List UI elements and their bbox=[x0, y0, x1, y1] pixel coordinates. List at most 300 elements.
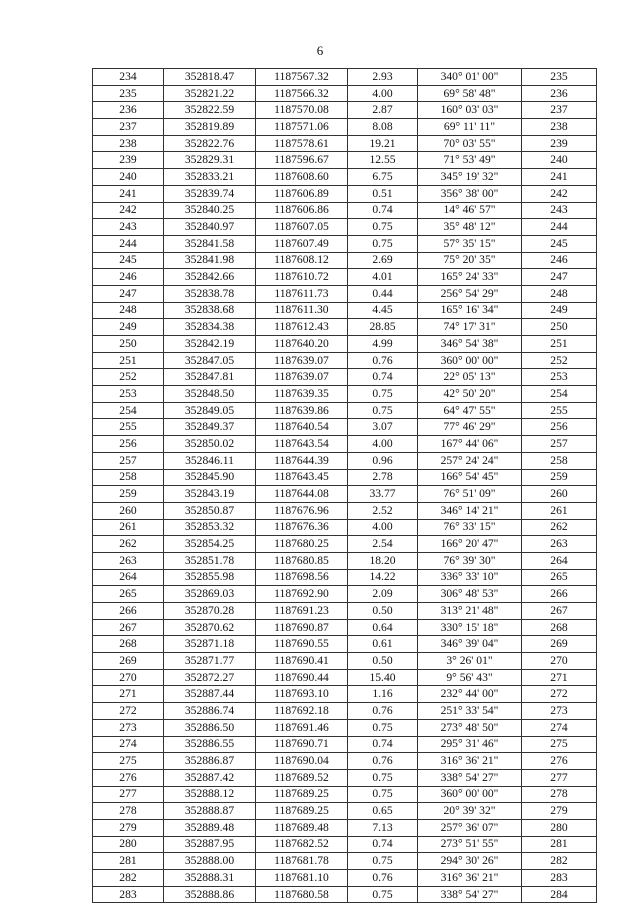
bearing-cell: 42° 50' 20" bbox=[418, 386, 522, 403]
x-coordinate-cell: 352887.44 bbox=[164, 686, 256, 703]
distance-cell: 4.00 bbox=[348, 436, 418, 453]
table-row bbox=[93, 736, 597, 753]
point-number-cell: 283 bbox=[93, 886, 164, 903]
next-point-cell: 248 bbox=[522, 285, 597, 302]
distance-cell: 2.52 bbox=[348, 502, 418, 519]
bearing-cell: 273° 51' 55" bbox=[418, 836, 522, 853]
next-point-cell: 249 bbox=[522, 302, 597, 319]
distance-cell: 2.69 bbox=[348, 252, 418, 269]
bearing-cell: 70° 03' 55" bbox=[418, 135, 522, 152]
point-number-cell: 241 bbox=[93, 185, 164, 202]
bearing-cell: 165° 24' 33" bbox=[418, 269, 522, 286]
point-number-cell: 258 bbox=[93, 469, 164, 486]
table-row bbox=[93, 386, 597, 403]
point-number-cell: 259 bbox=[93, 486, 164, 503]
coordinates-table bbox=[92, 68, 597, 903]
next-point-cell: 240 bbox=[522, 152, 597, 169]
x-coordinate-cell: 352847.05 bbox=[164, 352, 256, 369]
point-number-cell: 273 bbox=[93, 719, 164, 736]
table-row bbox=[93, 319, 597, 336]
point-number-cell: 248 bbox=[93, 302, 164, 319]
table-row bbox=[93, 285, 597, 302]
y-coordinate-cell: 1187676.36 bbox=[256, 519, 348, 536]
y-coordinate-cell: 1187640.20 bbox=[256, 336, 348, 353]
y-coordinate-cell: 1187689.48 bbox=[256, 819, 348, 836]
bearing-cell: 257° 36' 07" bbox=[418, 819, 522, 836]
point-number-cell: 272 bbox=[93, 703, 164, 720]
table-row bbox=[93, 202, 597, 219]
y-coordinate-cell: 1187692.18 bbox=[256, 703, 348, 720]
bearing-cell: 76° 51' 09" bbox=[418, 486, 522, 503]
distance-cell: 0.75 bbox=[348, 769, 418, 786]
x-coordinate-cell: 352842.66 bbox=[164, 269, 256, 286]
x-coordinate-cell: 352840.97 bbox=[164, 219, 256, 236]
distance-cell: 0.76 bbox=[348, 703, 418, 720]
x-coordinate-cell: 352888.00 bbox=[164, 853, 256, 870]
point-number-cell: 237 bbox=[93, 119, 164, 136]
y-coordinate-cell: 1187639.86 bbox=[256, 402, 348, 419]
next-point-cell: 273 bbox=[522, 703, 597, 720]
point-number-cell: 256 bbox=[93, 436, 164, 453]
next-point-cell: 276 bbox=[522, 753, 597, 770]
bearing-cell: 74° 17' 31" bbox=[418, 319, 522, 336]
page-number: 6 bbox=[316, 43, 324, 58]
point-number-cell: 238 bbox=[93, 135, 164, 152]
table-row bbox=[93, 119, 597, 136]
next-point-cell: 246 bbox=[522, 252, 597, 269]
next-point-cell: 255 bbox=[522, 402, 597, 419]
distance-cell: 1.16 bbox=[348, 686, 418, 703]
bearing-cell: 166° 20' 47" bbox=[418, 536, 522, 553]
bearing-cell: 313° 21' 48" bbox=[418, 603, 522, 620]
x-coordinate-cell: 352871.18 bbox=[164, 636, 256, 653]
distance-cell: 3.07 bbox=[348, 419, 418, 436]
bearing-cell: 257° 24' 24" bbox=[418, 452, 522, 469]
point-number-cell: 240 bbox=[93, 169, 164, 186]
x-coordinate-cell: 352887.42 bbox=[164, 769, 256, 786]
y-coordinate-cell: 1187611.73 bbox=[256, 285, 348, 302]
next-point-cell: 259 bbox=[522, 469, 597, 486]
table-row bbox=[93, 669, 597, 686]
y-coordinate-cell: 1187644.39 bbox=[256, 452, 348, 469]
bearing-cell: 166° 54' 45" bbox=[418, 469, 522, 486]
y-coordinate-cell: 1187690.41 bbox=[256, 653, 348, 670]
y-coordinate-cell: 1187681.10 bbox=[256, 870, 348, 887]
x-coordinate-cell: 352841.98 bbox=[164, 252, 256, 269]
next-point-cell: 254 bbox=[522, 386, 597, 403]
point-number-cell: 282 bbox=[93, 870, 164, 887]
table-row bbox=[93, 302, 597, 319]
table-row bbox=[93, 519, 597, 536]
point-number-cell: 279 bbox=[93, 819, 164, 836]
next-point-cell: 241 bbox=[522, 169, 597, 186]
table-row bbox=[93, 269, 597, 286]
next-point-cell: 278 bbox=[522, 786, 597, 803]
x-coordinate-cell: 352848.50 bbox=[164, 386, 256, 403]
point-number-cell: 253 bbox=[93, 386, 164, 403]
bearing-cell: 160° 03' 03" bbox=[418, 102, 522, 119]
point-number-cell: 275 bbox=[93, 753, 164, 770]
table-row bbox=[93, 886, 597, 903]
next-point-cell: 244 bbox=[522, 219, 597, 236]
bearing-cell: 294° 30' 26" bbox=[418, 853, 522, 870]
table-row bbox=[93, 636, 597, 653]
y-coordinate-cell: 1187567.32 bbox=[256, 69, 348, 86]
x-coordinate-cell: 352847.81 bbox=[164, 369, 256, 386]
bearing-cell: 360° 00' 00" bbox=[418, 352, 522, 369]
point-number-cell: 261 bbox=[93, 519, 164, 536]
distance-cell: 0.74 bbox=[348, 836, 418, 853]
point-number-cell: 262 bbox=[93, 536, 164, 553]
point-number-cell: 246 bbox=[93, 269, 164, 286]
table-row bbox=[93, 552, 597, 569]
distance-cell: 14.22 bbox=[348, 569, 418, 586]
table-row bbox=[93, 419, 597, 436]
table-row bbox=[93, 252, 597, 269]
x-coordinate-cell: 352853.32 bbox=[164, 519, 256, 536]
next-point-cell: 279 bbox=[522, 803, 597, 820]
point-number-cell: 257 bbox=[93, 452, 164, 469]
distance-cell: 2.93 bbox=[348, 69, 418, 86]
x-coordinate-cell: 352888.87 bbox=[164, 803, 256, 820]
x-coordinate-cell: 352840.25 bbox=[164, 202, 256, 219]
y-coordinate-cell: 1187643.54 bbox=[256, 436, 348, 453]
point-number-cell: 244 bbox=[93, 235, 164, 252]
y-coordinate-cell: 1187644.08 bbox=[256, 486, 348, 503]
point-number-cell: 243 bbox=[93, 219, 164, 236]
y-coordinate-cell: 1187640.54 bbox=[256, 419, 348, 436]
x-coordinate-cell: 352850.02 bbox=[164, 436, 256, 453]
y-coordinate-cell: 1187691.23 bbox=[256, 603, 348, 620]
x-coordinate-cell: 352838.68 bbox=[164, 302, 256, 319]
y-coordinate-cell: 1187610.72 bbox=[256, 269, 348, 286]
next-point-cell: 272 bbox=[522, 686, 597, 703]
table-row bbox=[93, 85, 597, 102]
next-point-cell: 275 bbox=[522, 736, 597, 753]
y-coordinate-cell: 1187612.43 bbox=[256, 319, 348, 336]
next-point-cell: 280 bbox=[522, 819, 597, 836]
y-coordinate-cell: 1187606.89 bbox=[256, 185, 348, 202]
x-coordinate-cell: 352854.25 bbox=[164, 536, 256, 553]
point-number-cell: 268 bbox=[93, 636, 164, 653]
point-number-cell: 260 bbox=[93, 502, 164, 519]
y-coordinate-cell: 1187689.25 bbox=[256, 786, 348, 803]
distance-cell: 0.74 bbox=[348, 736, 418, 753]
bearing-cell: 346° 14' 21" bbox=[418, 502, 522, 519]
table-row bbox=[93, 536, 597, 553]
x-coordinate-cell: 352822.59 bbox=[164, 102, 256, 119]
next-point-cell: 253 bbox=[522, 369, 597, 386]
table-row bbox=[93, 402, 597, 419]
bearing-cell: 76° 33' 15" bbox=[418, 519, 522, 536]
y-coordinate-cell: 1187690.71 bbox=[256, 736, 348, 753]
next-point-cell: 265 bbox=[522, 569, 597, 586]
point-number-cell: 263 bbox=[93, 552, 164, 569]
table-row bbox=[93, 569, 597, 586]
bearing-cell: 330° 15' 18" bbox=[418, 619, 522, 636]
next-point-cell: 250 bbox=[522, 319, 597, 336]
y-coordinate-cell: 1187680.25 bbox=[256, 536, 348, 553]
next-point-cell: 269 bbox=[522, 636, 597, 653]
table-row bbox=[93, 502, 597, 519]
distance-cell: 0.74 bbox=[348, 369, 418, 386]
x-coordinate-cell: 352822.76 bbox=[164, 135, 256, 152]
next-point-cell: 281 bbox=[522, 836, 597, 853]
bearing-cell: 340° 01' 00" bbox=[418, 69, 522, 86]
distance-cell: 0.44 bbox=[348, 285, 418, 302]
bearing-cell: 295° 31' 46" bbox=[418, 736, 522, 753]
y-coordinate-cell: 1187681.78 bbox=[256, 853, 348, 870]
table-row bbox=[93, 819, 597, 836]
y-coordinate-cell: 1187691.46 bbox=[256, 719, 348, 736]
x-coordinate-cell: 352889.48 bbox=[164, 819, 256, 836]
next-point-cell: 267 bbox=[522, 603, 597, 620]
table-row bbox=[93, 686, 597, 703]
point-number-cell: 251 bbox=[93, 352, 164, 369]
bearing-cell: 57° 35' 15" bbox=[418, 235, 522, 252]
x-coordinate-cell: 352839.74 bbox=[164, 185, 256, 202]
distance-cell: 0.64 bbox=[348, 619, 418, 636]
distance-cell: 12.55 bbox=[348, 152, 418, 169]
y-coordinate-cell: 1187643.45 bbox=[256, 469, 348, 486]
next-point-cell: 243 bbox=[522, 202, 597, 219]
bearing-cell: 9° 56' 43" bbox=[418, 669, 522, 686]
table-row bbox=[93, 836, 597, 853]
point-number-cell: 235 bbox=[93, 85, 164, 102]
y-coordinate-cell: 1187611.30 bbox=[256, 302, 348, 319]
bearing-cell: 3° 26' 01" bbox=[418, 653, 522, 670]
next-point-cell: 283 bbox=[522, 870, 597, 887]
x-coordinate-cell: 352851.78 bbox=[164, 552, 256, 569]
next-point-cell: 260 bbox=[522, 486, 597, 503]
table-row bbox=[93, 135, 597, 152]
x-coordinate-cell: 352888.12 bbox=[164, 786, 256, 803]
point-number-cell: 247 bbox=[93, 285, 164, 302]
distance-cell: 0.50 bbox=[348, 603, 418, 620]
distance-cell: 4.45 bbox=[348, 302, 418, 319]
next-point-cell: 242 bbox=[522, 185, 597, 202]
distance-cell: 0.75 bbox=[348, 235, 418, 252]
bearing-cell: 338° 54' 27" bbox=[418, 886, 522, 903]
y-coordinate-cell: 1187608.12 bbox=[256, 252, 348, 269]
x-coordinate-cell: 352886.55 bbox=[164, 736, 256, 753]
y-coordinate-cell: 1187608.60 bbox=[256, 169, 348, 186]
bearing-cell: 77° 46' 29" bbox=[418, 419, 522, 436]
y-coordinate-cell: 1187698.56 bbox=[256, 569, 348, 586]
x-coordinate-cell: 352888.86 bbox=[164, 886, 256, 903]
y-coordinate-cell: 1187690.44 bbox=[256, 669, 348, 686]
y-coordinate-cell: 1187690.87 bbox=[256, 619, 348, 636]
table-row bbox=[93, 653, 597, 670]
table-row bbox=[93, 152, 597, 169]
x-coordinate-cell: 352855.98 bbox=[164, 569, 256, 586]
table-row bbox=[93, 870, 597, 887]
bearing-cell: 71° 53' 49" bbox=[418, 152, 522, 169]
table-row bbox=[93, 352, 597, 369]
distance-cell: 4.01 bbox=[348, 269, 418, 286]
x-coordinate-cell: 352871.77 bbox=[164, 653, 256, 670]
next-point-cell: 277 bbox=[522, 769, 597, 786]
next-point-cell: 266 bbox=[522, 586, 597, 603]
x-coordinate-cell: 352842.19 bbox=[164, 336, 256, 353]
x-coordinate-cell: 352886.74 bbox=[164, 703, 256, 720]
table-row bbox=[93, 452, 597, 469]
next-point-cell: 264 bbox=[522, 552, 597, 569]
bearing-cell: 75° 20' 35" bbox=[418, 252, 522, 269]
table-row bbox=[93, 219, 597, 236]
distance-cell: 0.75 bbox=[348, 219, 418, 236]
table-row bbox=[93, 603, 597, 620]
next-point-cell: 256 bbox=[522, 419, 597, 436]
next-point-cell: 257 bbox=[522, 436, 597, 453]
next-point-cell: 251 bbox=[522, 336, 597, 353]
distance-cell: 0.61 bbox=[348, 636, 418, 653]
distance-cell: 15.40 bbox=[348, 669, 418, 686]
table-row bbox=[93, 436, 597, 453]
point-number-cell: 249 bbox=[93, 319, 164, 336]
distance-cell: 19.21 bbox=[348, 135, 418, 152]
table-row bbox=[93, 703, 597, 720]
x-coordinate-cell: 352870.62 bbox=[164, 619, 256, 636]
y-coordinate-cell: 1187680.85 bbox=[256, 552, 348, 569]
distance-cell: 18.20 bbox=[348, 552, 418, 569]
distance-cell: 2.78 bbox=[348, 469, 418, 486]
y-coordinate-cell: 1187606.86 bbox=[256, 202, 348, 219]
table-row bbox=[93, 803, 597, 820]
bearing-cell: 360° 00' 00" bbox=[418, 786, 522, 803]
next-point-cell: 263 bbox=[522, 536, 597, 553]
distance-cell: 0.76 bbox=[348, 870, 418, 887]
next-point-cell: 252 bbox=[522, 352, 597, 369]
distance-cell: 0.75 bbox=[348, 719, 418, 736]
bearing-cell: 14° 46' 57" bbox=[418, 202, 522, 219]
table-row bbox=[93, 69, 597, 86]
point-number-cell: 281 bbox=[93, 853, 164, 870]
bearing-cell: 232° 44' 00" bbox=[418, 686, 522, 703]
point-number-cell: 271 bbox=[93, 686, 164, 703]
point-number-cell: 252 bbox=[93, 369, 164, 386]
next-point-cell: 258 bbox=[522, 452, 597, 469]
x-coordinate-cell: 352833.21 bbox=[164, 169, 256, 186]
point-number-cell: 278 bbox=[93, 803, 164, 820]
bearing-cell: 346° 54' 38" bbox=[418, 336, 522, 353]
x-coordinate-cell: 352834.38 bbox=[164, 319, 256, 336]
next-point-cell: 262 bbox=[522, 519, 597, 536]
x-coordinate-cell: 352819.89 bbox=[164, 119, 256, 136]
x-coordinate-cell: 352886.87 bbox=[164, 753, 256, 770]
table-row bbox=[93, 486, 597, 503]
x-coordinate-cell: 352870.28 bbox=[164, 603, 256, 620]
point-number-cell: 277 bbox=[93, 786, 164, 803]
distance-cell: 28.85 bbox=[348, 319, 418, 336]
point-number-cell: 270 bbox=[93, 669, 164, 686]
next-point-cell: 282 bbox=[522, 853, 597, 870]
table-row bbox=[93, 619, 597, 636]
next-point-cell: 247 bbox=[522, 269, 597, 286]
x-coordinate-cell: 352821.22 bbox=[164, 85, 256, 102]
distance-cell: 0.50 bbox=[348, 653, 418, 670]
distance-cell: 0.76 bbox=[348, 753, 418, 770]
next-point-cell: 236 bbox=[522, 85, 597, 102]
distance-cell: 0.65 bbox=[348, 803, 418, 820]
bearing-cell: 69° 58' 48" bbox=[418, 85, 522, 102]
y-coordinate-cell: 1187690.04 bbox=[256, 753, 348, 770]
next-point-cell: 238 bbox=[522, 119, 597, 136]
y-coordinate-cell: 1187693.10 bbox=[256, 686, 348, 703]
x-coordinate-cell: 352850.87 bbox=[164, 502, 256, 519]
point-number-cell: 239 bbox=[93, 152, 164, 169]
bearing-cell: 256° 54' 29" bbox=[418, 285, 522, 302]
table-row bbox=[93, 719, 597, 736]
distance-cell: 4.99 bbox=[348, 336, 418, 353]
bearing-cell: 273° 48' 50" bbox=[418, 719, 522, 736]
y-coordinate-cell: 1187566.32 bbox=[256, 85, 348, 102]
table-row bbox=[93, 185, 597, 202]
point-number-cell: 265 bbox=[93, 586, 164, 603]
table-row bbox=[93, 336, 597, 353]
distance-cell: 8.08 bbox=[348, 119, 418, 136]
x-coordinate-cell: 352849.05 bbox=[164, 402, 256, 419]
y-coordinate-cell: 1187607.05 bbox=[256, 219, 348, 236]
point-number-cell: 234 bbox=[93, 69, 164, 86]
y-coordinate-cell: 1187639.35 bbox=[256, 386, 348, 403]
bearing-cell: 316° 36' 21" bbox=[418, 870, 522, 887]
bearing-cell: 346° 39' 04" bbox=[418, 636, 522, 653]
table-row bbox=[93, 769, 597, 786]
y-coordinate-cell: 1187570.08 bbox=[256, 102, 348, 119]
point-number-cell: 236 bbox=[93, 102, 164, 119]
table-row bbox=[93, 102, 597, 119]
point-number-cell: 266 bbox=[93, 603, 164, 620]
distance-cell: 4.00 bbox=[348, 85, 418, 102]
y-coordinate-cell: 1187689.25 bbox=[256, 803, 348, 820]
distance-cell: 7.13 bbox=[348, 819, 418, 836]
bearing-cell: 20° 39' 32" bbox=[418, 803, 522, 820]
coordinates-table-body bbox=[93, 69, 597, 903]
y-coordinate-cell: 1187639.07 bbox=[256, 352, 348, 369]
y-coordinate-cell: 1187680.58 bbox=[256, 886, 348, 903]
bearing-cell: 336° 33' 10" bbox=[418, 569, 522, 586]
bearing-cell: 64° 47' 55" bbox=[418, 402, 522, 419]
y-coordinate-cell: 1187639.07 bbox=[256, 369, 348, 386]
bearing-cell: 76° 39' 30" bbox=[418, 552, 522, 569]
x-coordinate-cell: 352843.19 bbox=[164, 486, 256, 503]
bearing-cell: 338° 54' 27" bbox=[418, 769, 522, 786]
x-coordinate-cell: 352818.47 bbox=[164, 69, 256, 86]
x-coordinate-cell: 352872.27 bbox=[164, 669, 256, 686]
y-coordinate-cell: 1187689.52 bbox=[256, 769, 348, 786]
distance-cell: 0.74 bbox=[348, 202, 418, 219]
bearing-cell: 345° 19' 32" bbox=[418, 169, 522, 186]
next-point-cell: 268 bbox=[522, 619, 597, 636]
bearing-cell: 165° 16' 34" bbox=[418, 302, 522, 319]
x-coordinate-cell: 352886.50 bbox=[164, 719, 256, 736]
next-point-cell: 237 bbox=[522, 102, 597, 119]
point-number-cell: 250 bbox=[93, 336, 164, 353]
bearing-cell: 69° 11' 11" bbox=[418, 119, 522, 136]
x-coordinate-cell: 352829.31 bbox=[164, 152, 256, 169]
bearing-cell: 316° 36' 21" bbox=[418, 753, 522, 770]
distance-cell: 2.09 bbox=[348, 586, 418, 603]
table-row bbox=[93, 469, 597, 486]
point-number-cell: 274 bbox=[93, 736, 164, 753]
point-number-cell: 280 bbox=[93, 836, 164, 853]
distance-cell: 0.76 bbox=[348, 352, 418, 369]
table-row bbox=[93, 753, 597, 770]
distance-cell: 0.96 bbox=[348, 452, 418, 469]
point-number-cell: 264 bbox=[93, 569, 164, 586]
point-number-cell: 267 bbox=[93, 619, 164, 636]
